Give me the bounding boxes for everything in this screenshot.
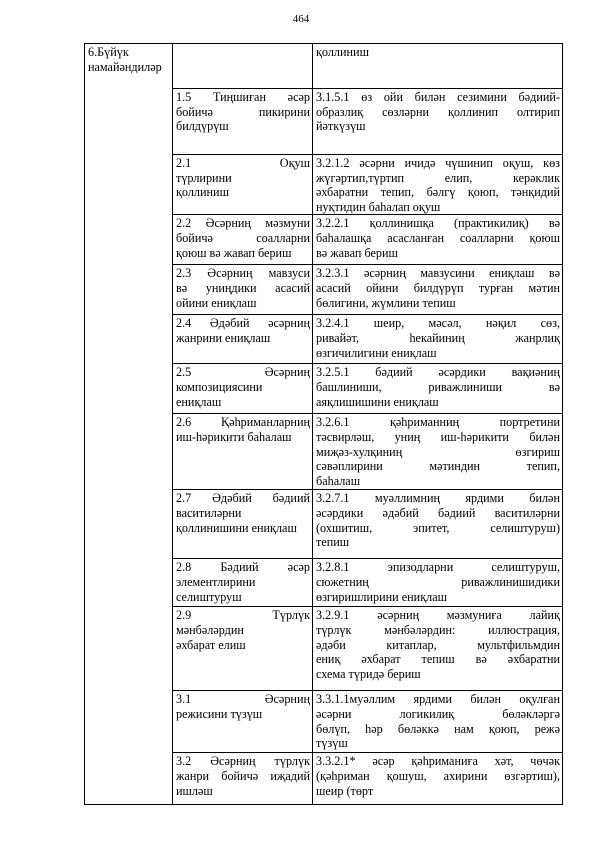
text-line: 2.5 Әсәрниң — [176, 365, 310, 380]
objective-cell — [173, 607, 313, 691]
text-line: (қәһриман қошуш, ахирини өзгәртиш), — [316, 768, 560, 783]
text-line: түзүш — [316, 736, 348, 751]
text-line: ениқлаш — [176, 394, 222, 409]
outcome-cell — [313, 753, 563, 805]
text-line: өзгичилигини ениқлаш — [316, 345, 437, 360]
text-line: әдәби китаплар, мультфильмдин — [316, 637, 560, 652]
text-line: 2.3 Әсәрниң мавзуси — [176, 266, 310, 281]
outcome-cell — [313, 364, 563, 414]
text-line: башлиниши, риважлиниши вә — [316, 379, 560, 394]
page-number: 464 — [292, 13, 310, 25]
text-line: 3.2.7.1 муәллимниң ярдими билән — [316, 491, 560, 506]
text-line: бөлигини, жүмлини тепиш — [316, 295, 456, 310]
curriculum-table — [84, 43, 563, 805]
text-line: ениқ әхбарат тепиш вә әхбаратни — [316, 652, 560, 667]
text-line: 2.9 Түрлүк — [176, 608, 310, 623]
text-line: 3.2.1.2 әсәрни ичидә чүшинип оқуш, көз — [316, 156, 560, 170]
section-cell — [85, 44, 173, 805]
text-line: 2.8 Бәдиий әсәр — [176, 560, 310, 575]
text-line: сюжетниң риважлинишидики — [316, 574, 560, 589]
text-line: ойини ениқлаш — [176, 295, 257, 310]
text-line: вә жавап бериш — [316, 245, 398, 260]
outcome-cell — [313, 315, 563, 364]
objective-cell — [173, 364, 313, 414]
text-line: қоллиниш — [316, 45, 369, 59]
outcome-cell — [313, 44, 563, 89]
text-line: тепиш — [316, 535, 350, 550]
text-line: вә униңдики асасий — [176, 280, 310, 295]
section-title: 6.Бүйүк намайәндиләр — [88, 45, 162, 74]
text-line: баһалашқа асасланған соалларни қоюш — [316, 230, 560, 245]
text-line: бойичә пикирини — [176, 104, 310, 119]
outcome-cell — [313, 215, 563, 265]
text-line: ишләш — [176, 783, 213, 798]
outcome-cell — [313, 265, 563, 315]
text-line: шеир (төрт — [316, 783, 374, 798]
text-line: 3.2.6.1 қәһриманниң портретини — [316, 415, 560, 430]
text-line: әсәрдики әдәбий бәдиий васитиләрни — [316, 505, 560, 520]
objective-cell — [173, 414, 313, 490]
text-line: түрлүк мәнбәләрдин: иллюстрация, — [316, 622, 560, 637]
text-line: қоюш вә жавап бериш — [176, 245, 292, 260]
empty-cell — [173, 44, 313, 89]
text-line: мәнбәләрдин — [176, 622, 244, 637]
outcome-cell — [313, 691, 563, 753]
text-line: қоллинишини ениқлаш — [176, 520, 297, 535]
text-line: образлиқ сөзләрни қоллинип олтирип — [316, 104, 560, 119]
outcome-cell — [313, 607, 563, 691]
text-line: 3.2.9.1 әсәрниң мәзмуниға лайиқ — [316, 608, 560, 623]
text-line: 2.2 Әсәрниң мәзмуни — [176, 216, 310, 231]
outcome-cell — [313, 414, 563, 490]
text-line: сәвәплирини мәтиндин тепип, — [316, 459, 560, 474]
text-line: жанрини ениқлаш — [176, 330, 271, 345]
outcome-cell — [313, 155, 563, 215]
objective-cell — [173, 89, 313, 155]
text-line: селиштуруш — [176, 589, 242, 604]
objective-cell — [173, 315, 313, 364]
text-line: 3.2.2.1 қоллинишқа (практикилиқ) вә — [316, 216, 560, 231]
text-line: 2.1 Оқуш — [176, 156, 310, 170]
text-line: түрлирини — [176, 170, 232, 185]
text-line: 3.3.2.1* әсәр қәһриманиға хәт, чөчәк — [316, 754, 560, 769]
text-line: (охшитиш, эпитет, селиштуруш) — [316, 520, 560, 535]
text-line: асасий ойини билдүрүп турған мәтин — [316, 280, 560, 295]
text-line: васитиләрни — [176, 505, 242, 520]
table-row — [85, 44, 563, 89]
text-line: баһалаш — [316, 473, 361, 488]
objective-cell — [173, 155, 313, 215]
objective-cell — [173, 215, 313, 265]
text-line: режисини түзүш — [176, 706, 263, 721]
text-line: 2.6 Қәһриманларниң — [176, 415, 310, 430]
outcome-cell — [313, 559, 563, 607]
text-line: әхбаратни тепип, бәлгү қоюп, тәнқидий — [316, 185, 560, 200]
text-line: 3.2.5.1 бәдиий әсәрдики вақиәниң — [316, 365, 560, 380]
text-line: йәткүзүш — [316, 119, 366, 134]
text-line: 3.3.1.1муәллим ярдими билән оқулған — [316, 692, 560, 707]
text-line: схема түридә бериш — [316, 666, 421, 681]
text-line: композициясини — [176, 379, 263, 394]
objective-cell — [173, 559, 313, 607]
text-line: 3.2.4.1 шеир, мәсәл, нәқил сөз, — [316, 316, 560, 331]
text-line: миҗәз-хулқиниң өзгириш — [316, 444, 560, 459]
text-line: 3.1 Әсәрниң — [176, 692, 310, 707]
text-line: бөлүп, һәр бөләккә нам қоюп, режә — [316, 721, 560, 736]
text-line: элементлирини — [176, 574, 256, 589]
text-line: билдүрүш — [176, 119, 229, 134]
text-line: 2.7 Әдәбий бәдиий — [176, 491, 310, 506]
text-line: иш-һәрикити баһалаш — [176, 429, 292, 444]
text-line: әсәрни логикилиқ бөләкләргә — [316, 706, 560, 721]
text-line: 3.2.3.1 әсәрниң мавзусини ениқлаш вә — [316, 266, 560, 281]
outcome-cell — [313, 89, 563, 155]
text-line: 3.1.5.1 өз ойи билән сезимини бәдиий- — [316, 90, 560, 104]
text-line: жанри бойичә иҗадий — [176, 768, 310, 783]
objective-cell — [173, 490, 313, 559]
text-line: әхбарат елиш — [176, 637, 246, 652]
text-line: жүгәртип,түртип елип, керәклик — [316, 170, 560, 185]
text-line: 2.4 Әдәбий әсәрниң — [176, 316, 310, 331]
outcome-cell — [313, 490, 563, 559]
objective-cell — [173, 691, 313, 753]
text-line: аяқлишишини ениқлаш — [316, 394, 439, 409]
text-line: нуқтидин баһалап оқуш — [316, 199, 441, 214]
objective-cell — [173, 265, 313, 315]
text-line: қоллиниш — [176, 185, 229, 200]
text-line: бойичә соалларни — [176, 230, 310, 245]
text-line: 1.5 Тиңшиған әсәр — [176, 90, 310, 104]
text-line: 3.2 Әсәрниң түрлүк — [176, 754, 310, 769]
objective-cell — [173, 753, 313, 805]
text-line: 3.2.8.1 эпизодларни селиштуруш, — [316, 560, 560, 575]
text-line: ривайәт, һекайиниң жанрлиқ — [316, 330, 560, 345]
text-line: тәсвирләш, униң иш-һәрикити билән — [316, 429, 560, 444]
text-line: өзгиришлирини ениқлаш — [316, 589, 447, 604]
